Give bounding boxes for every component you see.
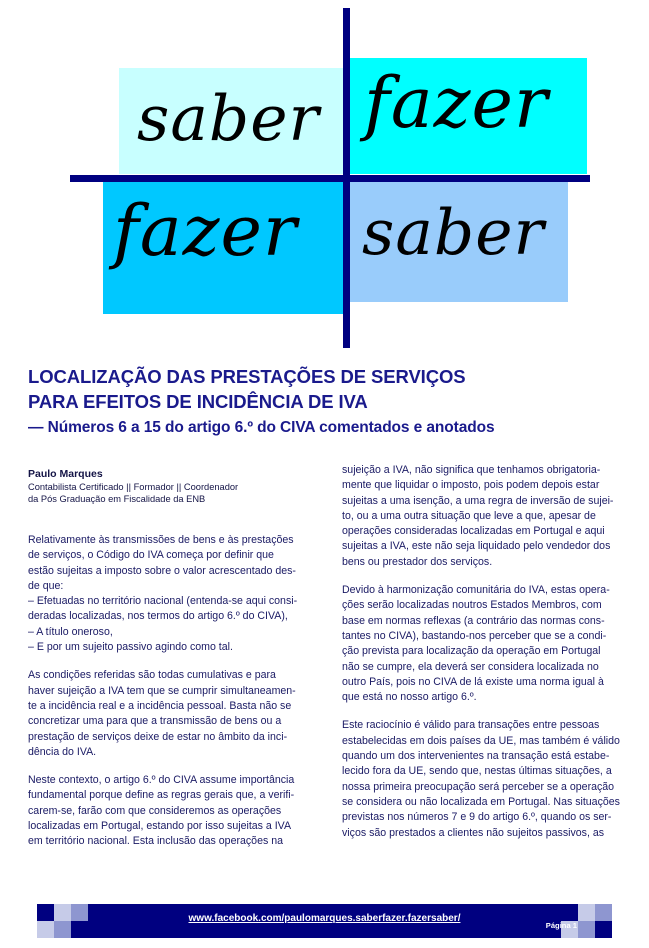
- paragraph-line: dência do IVA.: [28, 745, 97, 758]
- paragraph-line: que está no nosso artigo 6.º.: [342, 691, 477, 704]
- paragraph-line: As condições referidas são todas cumulativas e para: [28, 669, 276, 682]
- paragraph-line: sujeição a IVA, não significa que tenhamos obrigatoria-: [342, 464, 601, 476]
- logo-quadrant-bottom-left: [103, 182, 349, 314]
- paragraph: [28, 773, 316, 849]
- paragraph-line: viços são prestados a clientes não sujeitos passivos, as: [342, 826, 605, 839]
- logo-word-fazer-bottom: fazer: [113, 190, 298, 272]
- paragraph-line: previstas nos números 7 e 9 do artigo 6.º, quando os ser-: [342, 811, 612, 824]
- paragraph: [28, 668, 316, 760]
- paragraph-line: sujeitas a IVA, este não seja liquidado pelo vendedor dos: [342, 540, 611, 553]
- paragraph-line: – Efetuadas no território nacional (entenda-se aqui consi-: [28, 595, 298, 608]
- paragraph-line: – E por um sujeito passivo agindo como tal.: [28, 641, 233, 654]
- paragraph-line: carem-se, farão com que consideremos as operações: [28, 804, 282, 817]
- paragraph-line: ções serão localizadas noutros Estados Membros, com: [342, 599, 602, 612]
- logo-quadrant-top-right: [350, 58, 587, 174]
- logo-word-saber-top: saber: [137, 82, 320, 155]
- paragraph-line: localizadas em Portugal, estando por isso sujeitas a IVA: [28, 820, 292, 833]
- page-title: [28, 364, 628, 440]
- title-line-2: PARA EFEITOS DE INCIDÊNCIA DE IVA: [28, 391, 368, 412]
- paragraph-line: te a incidência real e a incidência pessoal. Basta não se: [28, 699, 292, 712]
- paragraph: [342, 463, 630, 570]
- author-block: [28, 468, 318, 505]
- paragraph-line: fundamental porque define as regras gerais que, a verifi-: [28, 789, 295, 802]
- body-column-left: [28, 533, 316, 850]
- paragraph: [28, 533, 316, 655]
- paragraph-line: haver sujeição a IVA tem que se cumprir simultaneamen-: [28, 684, 296, 697]
- paragraph-line: de que:: [28, 579, 64, 592]
- facebook-link[interactable]: www.facebook.com/paulomarques.saberfazer.fazersaber/: [188, 913, 461, 924]
- logo-quadrant-bottom-right: [350, 182, 568, 302]
- logo-quadrant-top-left: [119, 68, 349, 174]
- author-credential-line-2: da Pós Graduação em Fiscalidade da ENB: [28, 494, 206, 504]
- paragraph-line: ção prevista para localização da operação em Portugal: [342, 645, 601, 658]
- paragraph-line: concretizar uma para que a transmissão de bens ou a: [28, 715, 282, 728]
- paragraph-line: base em normas reflexas (a contrário das normas cons-: [342, 614, 605, 627]
- paragraph-line: operações consideradas localizadas em Portugal e aqui: [342, 525, 605, 538]
- paragraph-line: Neste contexto, o artigo 6.º do CIVA assume importância: [28, 774, 295, 787]
- paragraph-line: quando um dos intervenientes na transação está estabe-: [342, 750, 610, 763]
- title-subtitle: — Números 6 a 15 do artigo 6.º do CIVA comentados e anotados: [28, 419, 495, 436]
- author-credential-line-1: Contabilista Certificado || Formador || Coordenador: [28, 482, 239, 492]
- paragraph-line: to, ou a uma outra situação que leve a que, apesar de: [342, 509, 596, 522]
- paragraph-line: estabelecidas em dois países da UE, mas também é válido: [342, 734, 620, 747]
- paragraph-line: mente que liquidar o imposto, pois podem depois estar: [342, 479, 600, 492]
- paragraph-line: bens ou prestador dos serviços.: [342, 555, 493, 568]
- title-line-1: LOCALIZAÇÃO DAS PRESTAÇÕES DE SERVIÇOS: [28, 366, 466, 387]
- paragraph-line: – A título oneroso,: [28, 625, 113, 638]
- paragraph-line: estão sujeitas a imposto sobre o valor acrescentado des-: [28, 564, 296, 577]
- paragraph-line: nossa primeira preocupação será perceber se a operação: [342, 780, 615, 793]
- logo-quadrant-grid: [70, 8, 590, 348]
- page-number: Página 1: [545, 921, 577, 930]
- paragraph-line: de serviços, o Código do IVA começa por definir que: [28, 549, 274, 562]
- paragraph-line: Este raciocínio é válido para transações entre pessoas: [342, 719, 600, 732]
- author-name: Paulo Marques: [28, 468, 103, 480]
- paragraph: [342, 583, 630, 705]
- paragraph-line: lecido fora da UE, sendo que, nestas últimas situações, a: [342, 765, 612, 778]
- paragraph-line: outro País, pois no CIVA de lá existe uma norma igual à: [342, 675, 604, 688]
- brand-logo: [0, 0, 649, 352]
- paragraph-line: Relativamente às transmissões de bens e às prestações: [28, 534, 294, 546]
- paragraph-line: em território nacional. Esta inclusão das operações na: [28, 835, 283, 848]
- paragraph-line: prestação de serviços deixe de estar no âmbito da inci-: [28, 730, 288, 743]
- paragraph-line: sujeitas a uma isenção, a uma regra de inversão de sujei-: [342, 494, 614, 507]
- body-column-right: [342, 463, 630, 841]
- page-footer: [20, 904, 629, 938]
- paragraph-line: não se cumpre, ela deverá ser considera localizada no: [342, 660, 599, 673]
- paragraph: [342, 718, 630, 840]
- logo-word-saber-bottom: saber: [362, 196, 545, 269]
- paragraph-line: deradas localizadas, nos termos do artigo 6.º do CIVA),: [28, 610, 288, 623]
- paragraph-line: se considera ou não localizada em Portugal. Nas situações: [342, 795, 620, 808]
- logo-word-fazer-top: fazer: [364, 62, 549, 144]
- paragraph-line: tantes no CIVA), bastando-nos perceber que se a condi-: [342, 629, 607, 642]
- paragraph-line: Devido à harmonização comunitária do IVA, estas opera-: [342, 584, 610, 597]
- logo-horizontal-rule: [70, 175, 590, 182]
